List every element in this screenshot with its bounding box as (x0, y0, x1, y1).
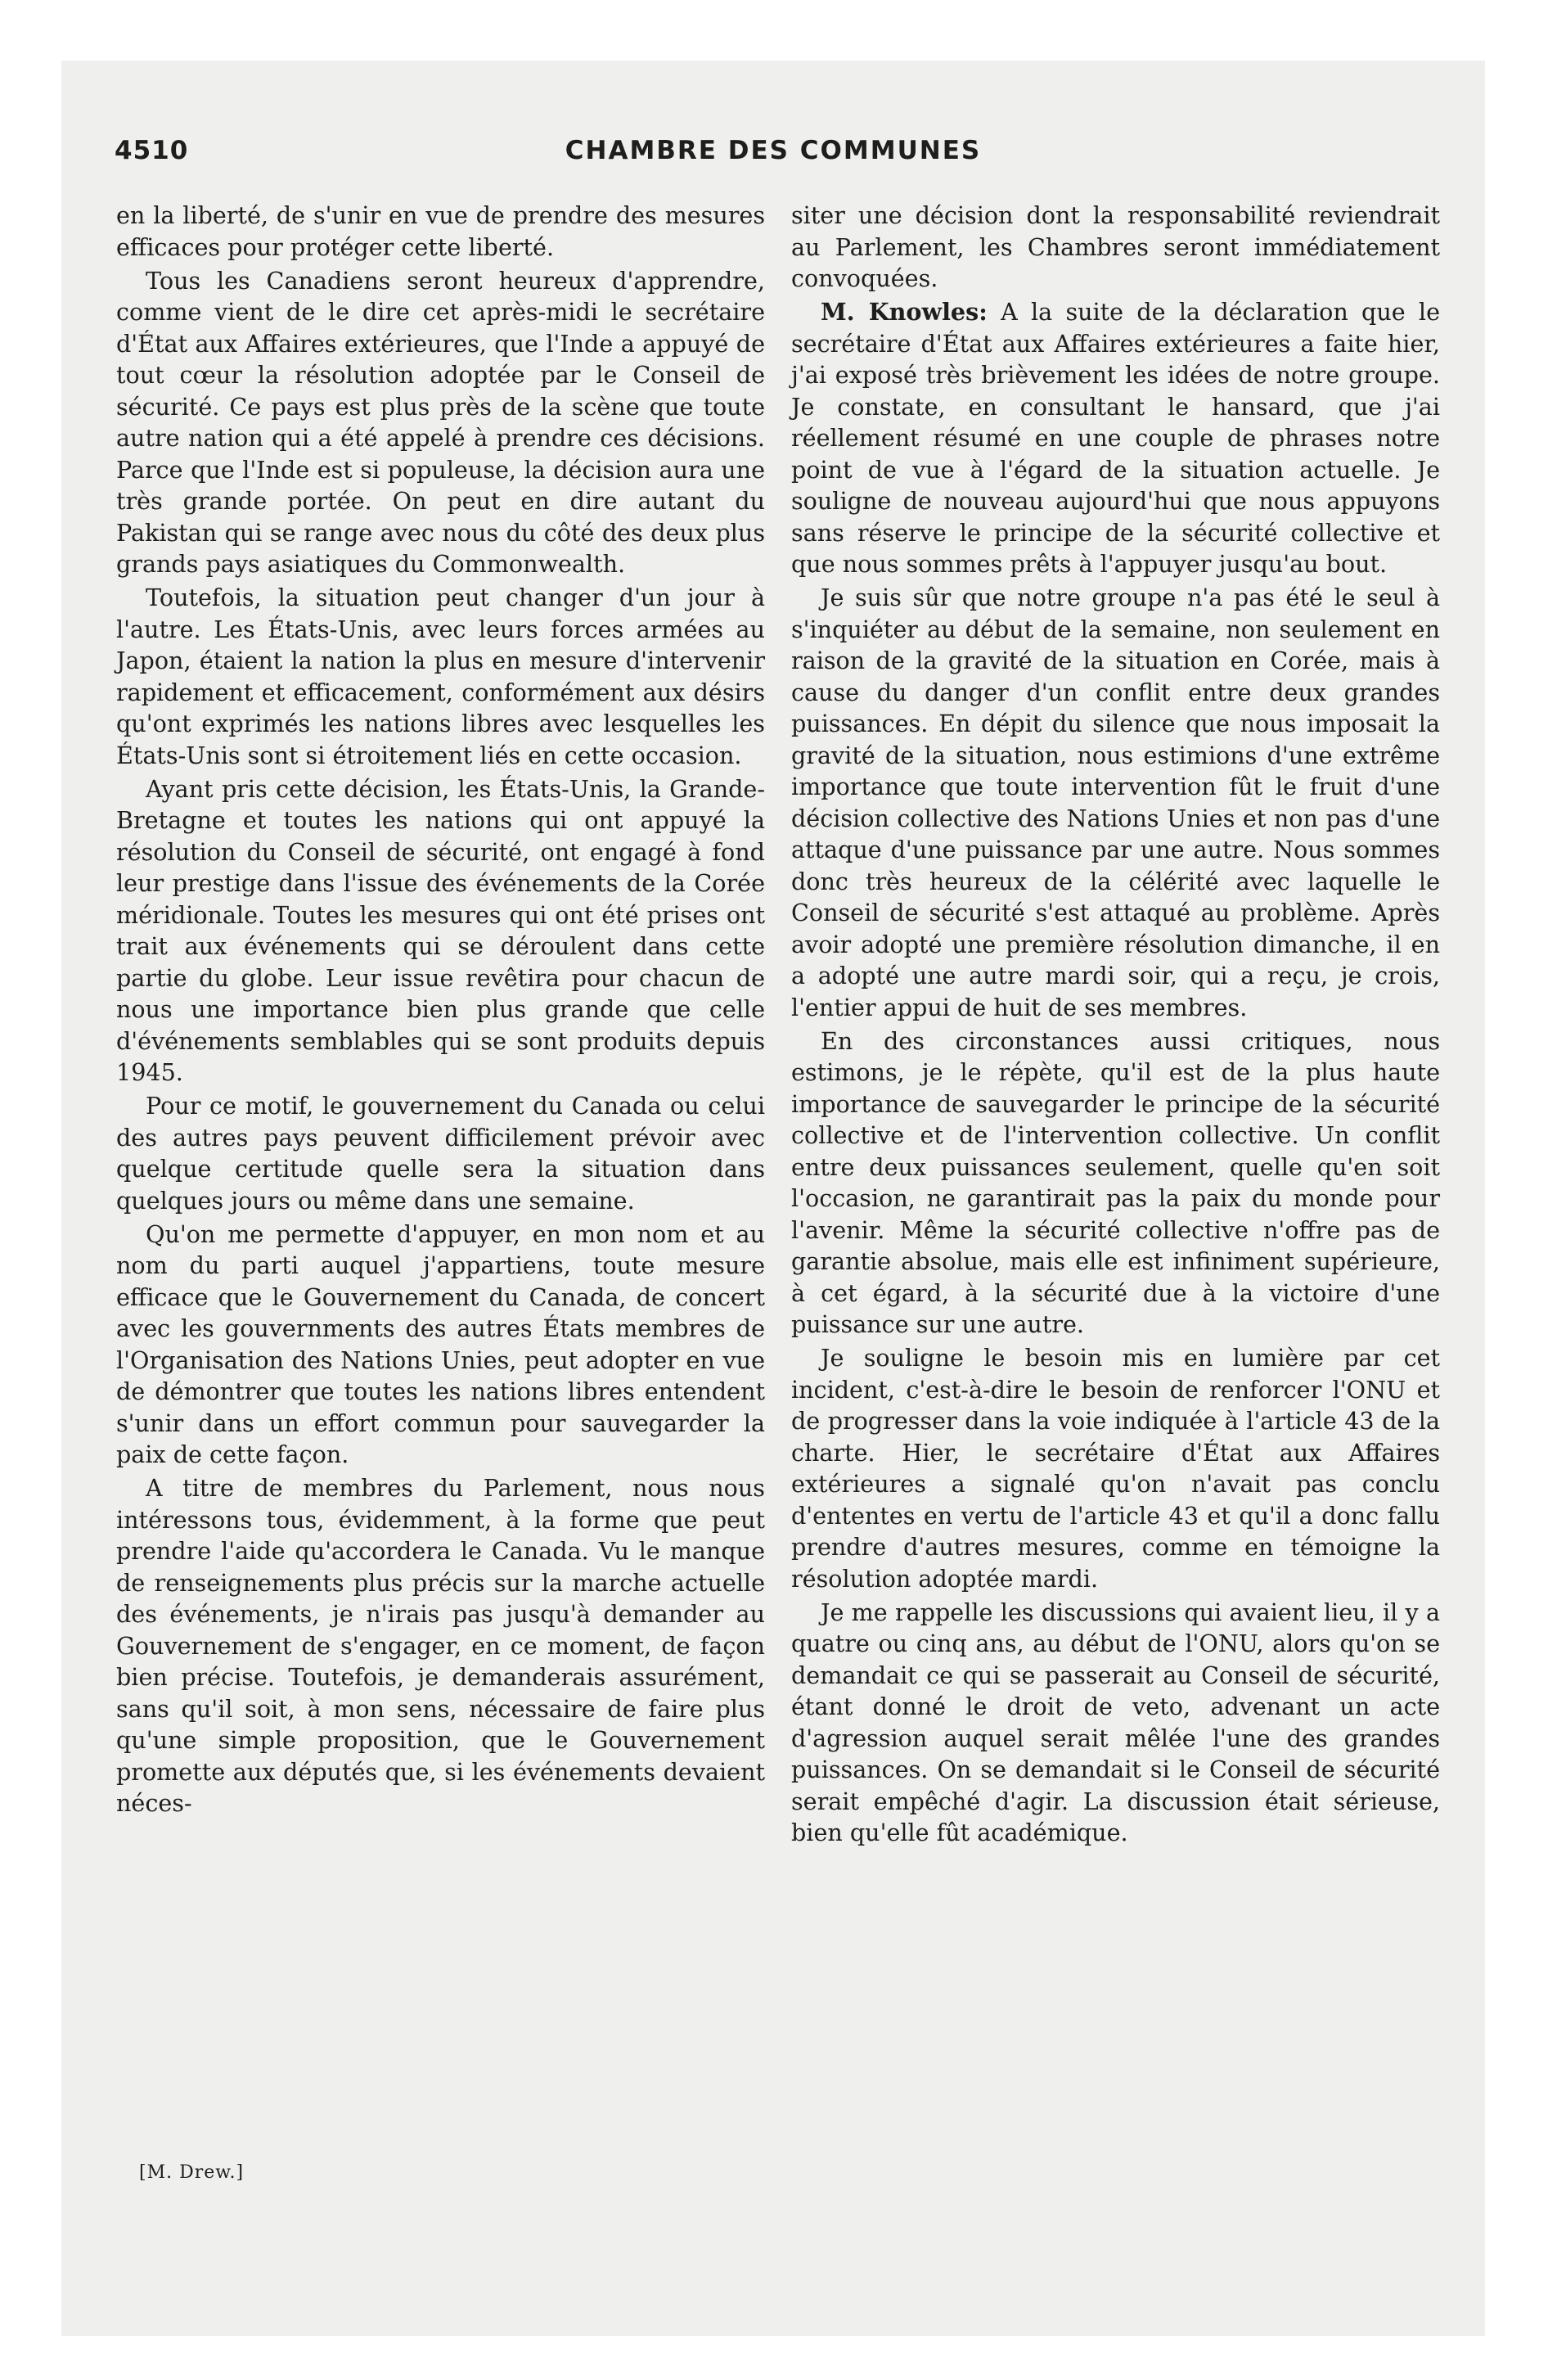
paragraph: Tous les Canadiens seront heureux d'apprendre, comme vient de le dire cet après-midi le secrétaire d'État aux Affaires extérieures, que l'Inde a appuyé de tout cœur la résolution adoptée par le Conseil de sécurité. Ce pays est plus près de la scène que toute autre nation qui a été appelé à prendre ces décisions. Parce que l'Inde est si populeuse, la décision aura une très grande portée. On peut en dire autant du Pakistan qui se range avec nous du côté des deux plus grands pays asiatiques du Commonwealth. (116, 266, 765, 578)
page (61, 61, 1485, 2336)
paragraph: en la liberté, de s'unir en vue de prendre des mesures efficaces pour protéger cette liberté. (116, 201, 765, 261)
paragraph: Qu'on me permette d'appuyer, en mon nom et au nom du parti auquel j'appartiens, toute mesure efficace que le Gouvernement du Canada, de concert avec les gouvernments des autres États membres de l'Organisation des Nations Unies, peut adopter en vue de démontrer que toutes les nations libres entendent s'unir dans un effort commun pour sauvegarder la paix de cette façon. (116, 1219, 765, 1468)
page-number: 4510 (115, 136, 189, 165)
paragraph: Je suis sûr que notre groupe n'a pas été le seul à s'inquiéter au début de la semaine, non seulement en raison de la gravité de la situation en Corée, mais à cause du danger d'un conflit entre deux grandes puissances. En dépit du silence que nous imposait la gravité de la situation, nous estimions d'une extrême importance que toute intervention fût le fruit d'une décision collective des Nations Unies et non pas d'une attaque d'une puissance par une autre. Nous sommes donc très heureux de la célérité avec laquelle le Conseil de sécurité s'est attaqué au problème. Après avoir adopté une première résolution dimanche, il en a adopté une autre mardi soir, qui a reçu, je crois, l'entier appui de huit de ses membres. (791, 584, 1440, 1021)
paragraph: Je me rappelle les discussions qui avaient lieu, il y a quatre ou cinq ans, au début de l'ONU, alors qu'on se demandait ce qui se passerait au Conseil de sécurité, étant donné le droit de veto, advenant un acte d'agression auquel serait mêlée l'une des grandes puissances. On se demandait si le Conseil de sécurité serait empêché d'agir. La discussion était sérieuse, bien qu'elle fût académique. (791, 1598, 1440, 1846)
right-column (791, 200, 1440, 1850)
speech-paragraph (791, 296, 1440, 580)
running-head: CHAMBRE DES COMMUNES (565, 136, 982, 165)
paragraph: Pour ce motif, le gouvernement du Canada ou celui des autres pays peuvent difficilement prévoir avec quelque certitude quelle sera la situation dans quelques jours ou même dans une semaine. (116, 1092, 765, 1215)
paragraph: Je souligne le besoin mis en lumière par cet incident, c'est-à-dire le besoin de renforcer l'ONU et de progresser dans la voie indiquée à l'article 43 de la charte. Hier, le secrétaire d'État aux Affaires extérieures a signalé qu'on n'avait pas conclu d'ententes en vertu de l'article 43 et qu'il a donc fallu prendre d'autres mesures, comme en témoigne la résolution adoptée mardi. (791, 1344, 1440, 1593)
speech-text: A la suite de la déclaration que le secrétaire d'État aux Affaires extérieures a faite hier, j'ai exposé très brièvement les idées de notre groupe. Je constate, en consultant le hansard, que j'ai réellement résumé en une couple de phrases notre point de vue à l'égard de la situation actuelle. Je souligne de nouveau aujourd'hui que nous appuyons sans réserve le principe de la sécurité collective et que nous sommes prêts à l'appuyer jusqu'au bout. (791, 298, 1440, 578)
speaker-name: M. Knowles: (821, 298, 988, 326)
left-column (116, 200, 765, 1821)
paragraph: A titre de membres du Parlement, nous nous intéressons tous, évidemment, à la forme que peut prendre l'aide qu'accordera le Canada. Vu le manque de renseignements plus précis sur la marche actuelle des événements, je n'irais pas jusqu'à demander au Gouvernement de s'engager, en ce moment, de façon bien précise. Toutefois, je demanderais assurément, sans qu'il soit, à mon sens, nécessaire de faire plus qu'une simple proposition, que le Gouvernement promette aux députés que, si les événements devaient néces- (116, 1474, 765, 1817)
paragraph: Toutefois, la situation peut changer d'un jour à l'autre. Les États-Unis, avec leurs forces armées au Japon, étaient la nation la plus en mesure d'intervenir rapidement et efficacement, conformément aux désirs qu'ont exprimés les nations libres avec lesquelles les États-Unis sont si étroitement liés en cette occasion. (116, 584, 765, 769)
paragraph: En des circonstances aussi critiques, nous estimons, je le répète, qu'il est de la plus haute importance de sauvegarder le principe de la sécurité collective et de l'intervention collective. Un conflit entre deux puissances seulement, quelle qu'en soit l'occasion, ne garantirait pas la paix du monde pour l'avenir. Même la sécurité collective n'offre pas de garantie absolue, mais elle est infiniment supérieure, à cet égard, à la sécurité due à la victoire d'une puissance sur une autre. (791, 1026, 1440, 1338)
speaker-attribution: [M. Drew.] (139, 2162, 245, 2183)
paragraph: Ayant pris cette décision, les États-Unis, la Grande-Bretagne et toutes les nations qui ont appuyé la résolution du Conseil de sécurité, ont engagé à fond leur prestige dans l'issue des événements de la Corée méridionale. Toutes les mesures qui ont été prises ont trait aux événements qui se déroulent dans cette partie du globe. Leur issue revêtira pour chacun de nous une importance bien plus grande que celle d'événements semblables qui se sont produits depuis 1945. (116, 774, 765, 1086)
paragraph: siter une décision dont la responsabilité reviendrait au Parlement, les Chambres seront immédiatement convoquées. (791, 201, 1440, 292)
page-header (61, 136, 1485, 185)
